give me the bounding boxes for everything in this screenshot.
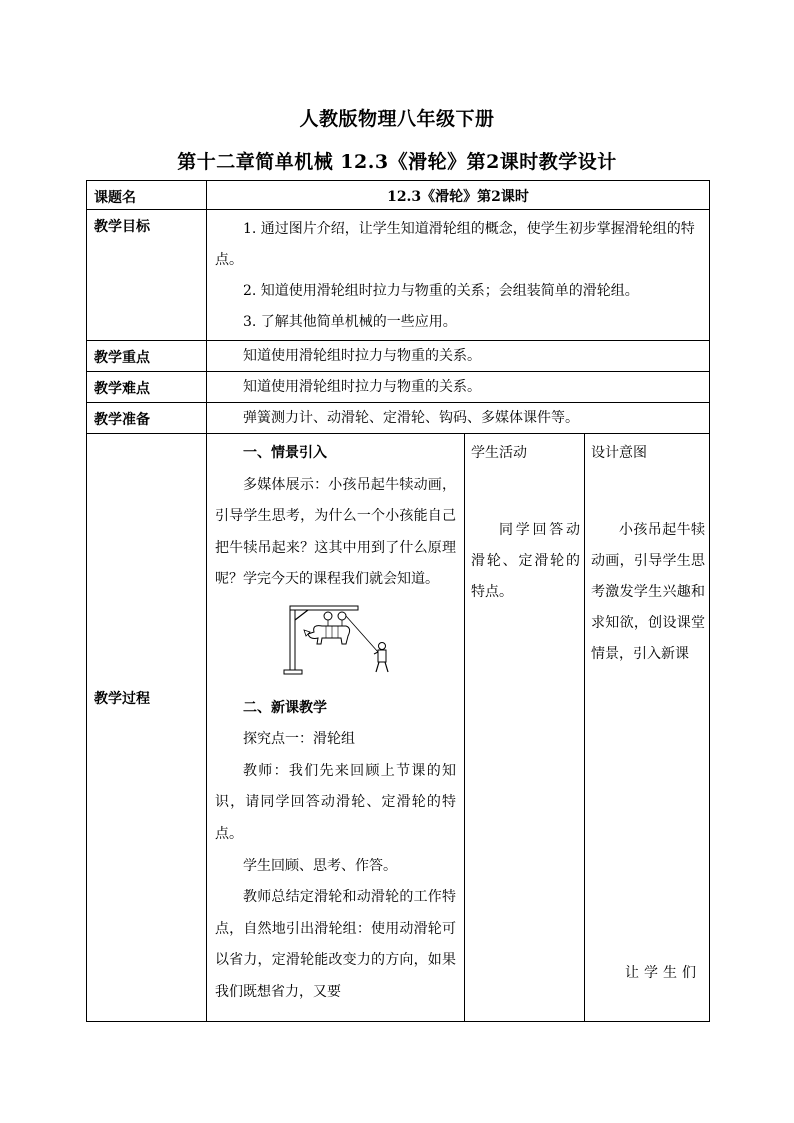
process-content [207, 434, 465, 1022]
key-points-value: 知道使用滑轮组时拉力与物重的关系。 [207, 341, 710, 372]
design-intent-cell [585, 434, 710, 1022]
row-process [87, 434, 710, 1022]
objective-1: 1. 通过图片介绍，让学生知道滑轮组的概念，使学生初步掌握滑轮组的特点。 [215, 221, 695, 268]
difficulties-value: 知道使用滑轮组时拉力与物重的关系。 [207, 372, 710, 403]
preparation-value: 弹簧测力计、动滑轮、定滑轮、钩码、多媒体课件等。 [207, 403, 710, 434]
teacher-review: 教师：我们先来回顾上节课的知识，请同学回答动滑轮、定滑轮的特点。 [215, 762, 456, 842]
student-review: 学生回顾、思考、作答。 [243, 857, 397, 874]
section1-text: 多媒体展示：小孩吊起牛犊动画，引导学生思考，为什么一个小孩能自己把牛犊吊起来？这其中用到了什么原理呢？学完今天的课程我们就会知道。 [215, 476, 456, 588]
student-activity-header: 学生活动 [471, 445, 527, 461]
student-activity-cell [465, 434, 585, 1022]
design-intent-text: 小孩吊起牛犊动画，引导学生思考激发学生兴趣和求知欲，创设课堂情景，引入新课 [591, 522, 706, 662]
objective-2: 2. 知道使用滑轮组时拉力与物重的关系；会组装简单的滑轮组。 [243, 283, 639, 299]
row-preparation [87, 403, 710, 434]
objective-3: 3. 了解其他简单机械的一些应用。 [243, 314, 457, 330]
teacher-summary: 教师总结定滑轮和动滑轮的工作特点，自然地引出滑轮组：使用动滑轮可以省力，定滑轮能改变力的方向，如果我们既想省力，又要 [215, 889, 456, 1000]
design-intent-bottom: 让学生们 [625, 965, 702, 981]
objectives-label: 教学目标 [87, 210, 207, 341]
difficulties-label: 教学难点 [87, 372, 207, 403]
row-key-points [87, 341, 710, 372]
explore-point-1: 探究点一：滑轮组 [243, 731, 355, 748]
section1-heading: 一、情景引入 [243, 445, 327, 461]
row-topic [87, 181, 710, 210]
pulley-illustration [215, 596, 456, 693]
preparation-label: 教学准备 [87, 403, 207, 434]
student-activity-text: 同学回答动滑轮、定滑轮的特点。 [471, 522, 580, 600]
topic-label: 课题名 [87, 181, 207, 210]
document-subtitle: 第十二章简单机械 12.3《滑轮》第2课时教学设计 [177, 151, 617, 173]
calf-pulley-figure [276, 602, 396, 676]
row-difficulties [87, 372, 710, 403]
row-objectives [87, 210, 710, 341]
section2-heading: 二、新课教学 [243, 699, 327, 716]
document-title: 人教版物理八年级下册 [299, 108, 495, 130]
key-points-label: 教学重点 [87, 341, 207, 372]
design-intent-header: 设计意图 [591, 445, 647, 461]
lesson-plan-table [86, 180, 710, 1022]
process-label: 教学过程 [87, 434, 207, 1022]
topic-value: 12.3《滑轮》第2课时 [207, 181, 710, 210]
objectives-cell [207, 210, 710, 341]
